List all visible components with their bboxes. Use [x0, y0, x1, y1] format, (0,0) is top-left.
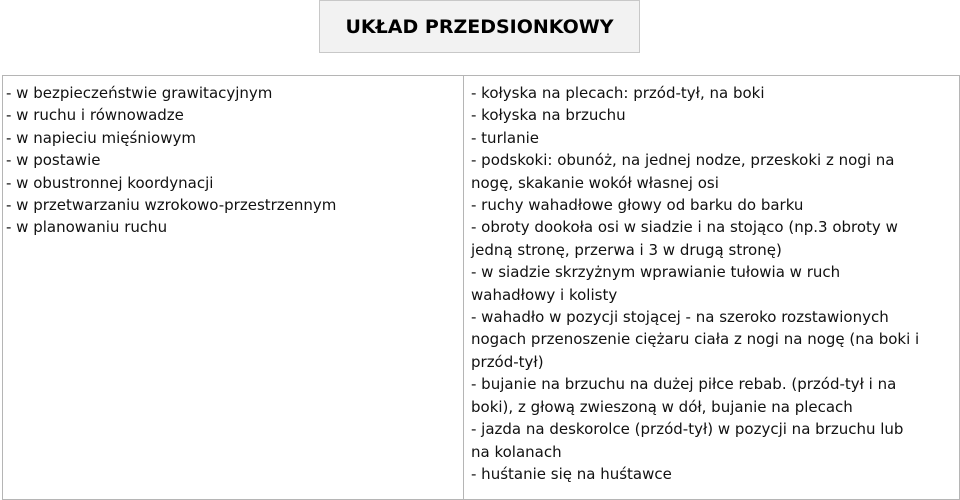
left-line: - w planowaniu ruchu [6, 218, 168, 237]
right-line: - turlanie [471, 128, 539, 147]
left-line: - w przetwarzaniu wzrokowo-przestrzennym [6, 196, 337, 215]
right-line: - w siadzie skrzyżnym wprawianie tułowia w ruch [471, 263, 841, 282]
left-line: - w bezpieczeństwie grawitacyjnym [6, 84, 273, 102]
right-line: na kolanach [471, 442, 562, 461]
left-line: - w ruchu i równowadze [6, 106, 184, 125]
right-line: - podskoki: obunóż, na jednej nodze, przeskoki z nogi na [471, 151, 895, 170]
right-line: jedną stronę, przerwa i 3 w drugą stronę) [471, 240, 782, 259]
right-line: - wahadło w pozycji stojącej - na szeroko rozstawionych [471, 308, 889, 327]
right-line: - bujanie na brzuchu na dużej piłce rebab. (przód-tył i na [471, 375, 897, 394]
right-line: nogach przenoszenie ciężaru ciała z nogi na nogę (na boki i [471, 330, 920, 349]
left-column [2, 75, 464, 500]
title-box [319, 0, 640, 53]
right-line: - ruchy wahadłowe głowy od barku do barku [471, 196, 804, 215]
left-line: - w obustronnej koordynacji [6, 173, 214, 192]
right-line: - obroty dookoła osi w siadzie i na stojąco (np.3 obroty w [471, 218, 898, 237]
right-line: - jazda na deskorolce (przód-tył) w pozycji na brzuchu lub [471, 420, 904, 439]
left-line: - w napieciu mięśniowym [6, 128, 196, 147]
right-line: przód-tył) [471, 352, 544, 371]
page-title: UKŁAD PRZEDSIONKOWY [345, 15, 614, 38]
right-line: boki), z głową zwieszoną w dół, bujanie na plecach [471, 397, 853, 416]
right-line: - huśtanie się na huśtawce [471, 464, 672, 483]
right-line: wahadłowy i kolisty [471, 285, 618, 304]
right-column [464, 75, 960, 500]
right-line: nogę, skakanie wokół własnej osi [471, 173, 719, 192]
content-table [2, 75, 960, 500]
right-line: - kołyska na plecach: przód-tył, na boki [471, 84, 765, 102]
left-line: - w postawie [6, 151, 101, 170]
right-line: - kołyska na brzuchu [471, 106, 626, 125]
